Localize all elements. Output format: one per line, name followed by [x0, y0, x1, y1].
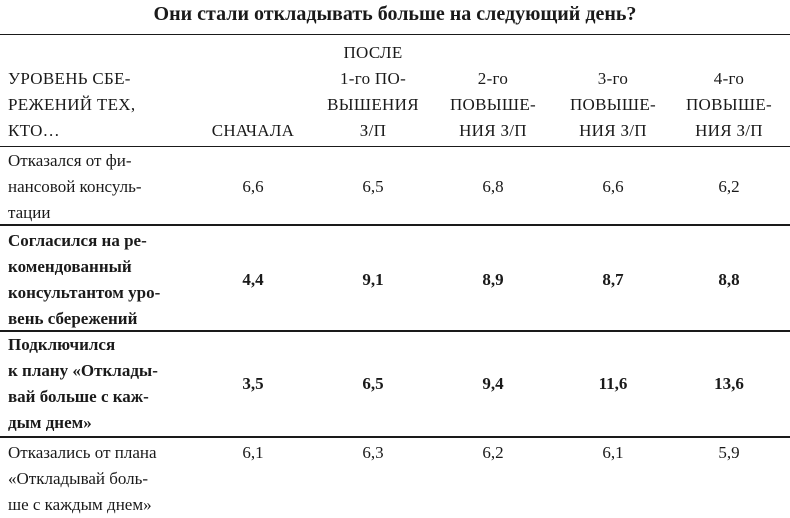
- table-cell: 6,1: [242, 443, 264, 462]
- table-cell: 9,4: [482, 374, 504, 393]
- row-label-joined-plan: Подключился к плану «Отклады- вай больше с каж- дым днем»: [8, 335, 158, 432]
- table-cell: 6,6: [602, 177, 624, 196]
- table-cell: 3,5: [242, 374, 264, 393]
- header-row-label: УРОВЕНЬ СБЕ- РЕЖЕНИЙ ТЕХ, КТО…: [8, 69, 136, 140]
- header-col-raise-4: 4-го ПОВЫШЕ- НИЯ З/П: [685, 69, 772, 140]
- table-cell: 8,9: [482, 270, 504, 289]
- row-rule: [0, 224, 790, 226]
- table-cell: 6,2: [482, 443, 504, 462]
- header-col-initial: СНАЧАЛА: [211, 121, 295, 140]
- row-label-left-plan: Отказались от плана «Откладывай боль- ше с каждым днем»: [8, 443, 157, 514]
- row-label-declined-advice: Отказался от фи- нансовой консуль- тации: [8, 151, 142, 222]
- top-rule: [0, 34, 790, 35]
- header-col-raise-3: 3-го ПОВЫШЕ- НИЯ З/П: [569, 69, 656, 140]
- table-cell: 6,5: [362, 374, 384, 393]
- table-cell: 4,4: [242, 270, 264, 289]
- table-cell: 13,6: [714, 374, 744, 393]
- row-label-accepted-level: Согласился на ре- комендованный консультантом уро- вень сбережений: [8, 231, 161, 328]
- table-cell: 5,9: [718, 443, 740, 462]
- table-cell: 8,7: [602, 270, 624, 289]
- table-cell: 6,6: [242, 177, 264, 196]
- table-cell: 6,3: [362, 443, 384, 462]
- table-cell: 6,1: [602, 443, 624, 462]
- table-cell: 8,8: [718, 270, 740, 289]
- header-col-raise-1: ПОСЛЕ 1-го ПО- ВЫШЕНИЯ З/П: [327, 43, 419, 140]
- table-title: Они стали откладывать больше на следующий день?: [153, 3, 637, 25]
- header-rule: [0, 146, 790, 147]
- table-cell: 6,5: [362, 177, 384, 196]
- table-cell: 6,8: [482, 177, 504, 196]
- header-col-raise-2: 2-го ПОВЫШЕ- НИЯ З/П: [449, 69, 536, 140]
- table-cell: 9,1: [362, 270, 384, 289]
- row-rule: [0, 436, 790, 438]
- table-cell: 11,6: [598, 374, 628, 393]
- table-cell: 6,2: [718, 177, 740, 196]
